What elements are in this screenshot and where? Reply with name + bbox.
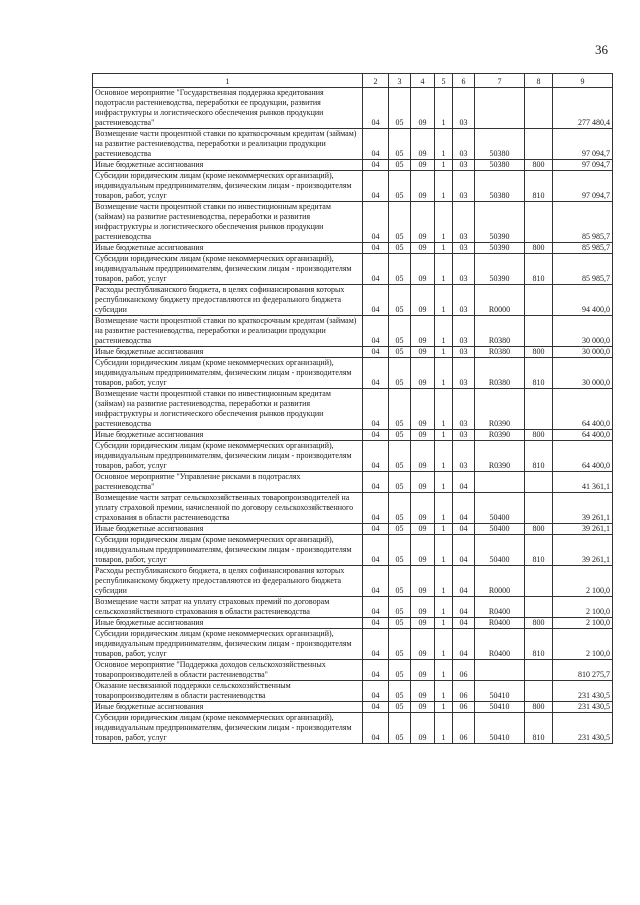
row-name: Субсидии юридическим лицам (кроме некоммерческих организаций), индивидуальным предпринимателям, физическим лицам - производителям товаров, работ, услуг xyxy=(93,171,363,202)
amount: 94 400,0 xyxy=(553,285,613,316)
code-subsection: 09 xyxy=(411,681,435,702)
table-row xyxy=(93,243,613,254)
row-name: Основное мероприятие "Управление рисками в подотраслях растениеводства" xyxy=(93,472,363,493)
code-subsection: 09 xyxy=(411,316,435,347)
code-section: 05 xyxy=(389,713,411,744)
row-name: Расходы республиканского бюджета, в целях софинансирования которых республиканскому бюджету предоставляются из федерального бюджета субсидии xyxy=(93,285,363,316)
code-event: 04 xyxy=(453,535,475,566)
code-program: 1 xyxy=(435,285,453,316)
table-row xyxy=(93,347,613,358)
code-ministry: 04 xyxy=(363,160,389,171)
code-event: 03 xyxy=(453,389,475,430)
table-row xyxy=(93,88,613,129)
row-name: Субсидии юридическим лицам (кроме некоммерческих организаций), индивидуальным предпринимателям, физическим лицам - производителям товаров, работ, услуг xyxy=(93,441,363,472)
code-event: 03 xyxy=(453,202,475,243)
code-subsection: 09 xyxy=(411,618,435,629)
code-section: 05 xyxy=(389,202,411,243)
code-section: 05 xyxy=(389,171,411,202)
code-program: 1 xyxy=(435,347,453,358)
code-section: 05 xyxy=(389,316,411,347)
code-program: 1 xyxy=(435,472,453,493)
code-target xyxy=(475,472,525,493)
code-program: 1 xyxy=(435,681,453,702)
code-ministry: 04 xyxy=(363,660,389,681)
table-row xyxy=(93,285,613,316)
code-expense-type: 800 xyxy=(525,160,553,171)
code-target: R0390 xyxy=(475,389,525,430)
code-section: 05 xyxy=(389,358,411,389)
code-section: 05 xyxy=(389,285,411,316)
row-name: Иные бюджетные ассигнования xyxy=(93,160,363,171)
table-row xyxy=(93,472,613,493)
amount: 39 261,1 xyxy=(553,535,613,566)
code-target: R0400 xyxy=(475,597,525,618)
code-ministry: 04 xyxy=(363,316,389,347)
code-subsection: 09 xyxy=(411,524,435,535)
code-subsection: 09 xyxy=(411,629,435,660)
code-section: 05 xyxy=(389,347,411,358)
code-event: 04 xyxy=(453,566,475,597)
code-section: 05 xyxy=(389,389,411,430)
code-target: 50390 xyxy=(475,202,525,243)
row-name: Возмещение части процентной ставки по инвестиционным кредитам (займам) на развитие растениеводства, переработки и развития инфраструктуры и логистического обеспечения рынков продукции растениеводства xyxy=(93,202,363,243)
code-expense-type xyxy=(525,597,553,618)
header-cell: 4 xyxy=(411,74,435,88)
code-event: 03 xyxy=(453,88,475,129)
code-program: 1 xyxy=(435,202,453,243)
code-program: 1 xyxy=(435,524,453,535)
header-cell: 3 xyxy=(389,74,411,88)
code-expense-type xyxy=(525,285,553,316)
code-subsection: 09 xyxy=(411,254,435,285)
code-target: 50380 xyxy=(475,160,525,171)
code-section: 05 xyxy=(389,430,411,441)
table-row xyxy=(93,535,613,566)
code-event: 04 xyxy=(453,629,475,660)
header-cell: 7 xyxy=(475,74,525,88)
code-target: R0400 xyxy=(475,618,525,629)
header-cell: 2 xyxy=(363,74,389,88)
code-program: 1 xyxy=(435,160,453,171)
row-name: Иные бюджетные ассигнования xyxy=(93,243,363,254)
code-subsection: 09 xyxy=(411,129,435,160)
code-event: 06 xyxy=(453,713,475,744)
amount: 85 985,7 xyxy=(553,202,613,243)
code-program: 1 xyxy=(435,129,453,160)
code-program: 1 xyxy=(435,358,453,389)
header-cell: 1 xyxy=(93,74,363,88)
code-section: 05 xyxy=(389,88,411,129)
header-row xyxy=(93,74,613,88)
row-name: Иные бюджетные ассигнования xyxy=(93,702,363,713)
code-subsection: 09 xyxy=(411,441,435,472)
code-program: 1 xyxy=(435,430,453,441)
code-program: 1 xyxy=(435,493,453,524)
code-program: 1 xyxy=(435,702,453,713)
table-row xyxy=(93,597,613,618)
code-program: 1 xyxy=(435,535,453,566)
amount: 97 094,7 xyxy=(553,129,613,160)
code-program: 1 xyxy=(435,618,453,629)
code-subsection: 09 xyxy=(411,472,435,493)
amount: 2 100,0 xyxy=(553,629,613,660)
code-expense-type: 810 xyxy=(525,535,553,566)
amount: 30 000,0 xyxy=(553,358,613,389)
code-ministry: 04 xyxy=(363,202,389,243)
code-program: 1 xyxy=(435,441,453,472)
amount: 64 400,0 xyxy=(553,441,613,472)
amount: 30 000,0 xyxy=(553,347,613,358)
page-number: 36 xyxy=(595,42,608,57)
code-subsection: 09 xyxy=(411,702,435,713)
code-program: 1 xyxy=(435,660,453,681)
table-row xyxy=(93,702,613,713)
code-section: 05 xyxy=(389,524,411,535)
code-subsection: 09 xyxy=(411,171,435,202)
code-target: R0400 xyxy=(475,629,525,660)
code-subsection: 09 xyxy=(411,160,435,171)
code-ministry: 04 xyxy=(363,713,389,744)
code-expense-type xyxy=(525,493,553,524)
code-event: 03 xyxy=(453,243,475,254)
code-subsection: 09 xyxy=(411,358,435,389)
table-row xyxy=(93,524,613,535)
code-expense-type xyxy=(525,88,553,129)
table-row xyxy=(93,681,613,702)
amount: 41 361,1 xyxy=(553,472,613,493)
row-name: Иные бюджетные ассигнования xyxy=(93,347,363,358)
header-cell: 9 xyxy=(553,74,613,88)
code-target: 50380 xyxy=(475,171,525,202)
code-expense-type: 810 xyxy=(525,441,553,472)
header-cell: 6 xyxy=(453,74,475,88)
code-expense-type: 810 xyxy=(525,713,553,744)
code-target xyxy=(475,660,525,681)
code-subsection: 09 xyxy=(411,347,435,358)
row-name: Субсидии юридическим лицам (кроме некоммерческих организаций), индивидуальным предпринимателям, физическим лицам - производителям товаров, работ, услуг xyxy=(93,713,363,744)
code-section: 05 xyxy=(389,243,411,254)
code-subsection: 09 xyxy=(411,389,435,430)
code-subsection: 09 xyxy=(411,713,435,744)
code-target: R0380 xyxy=(475,316,525,347)
code-event: 03 xyxy=(453,441,475,472)
code-section: 05 xyxy=(389,597,411,618)
code-subsection: 09 xyxy=(411,202,435,243)
code-event: 03 xyxy=(453,285,475,316)
code-expense-type xyxy=(525,660,553,681)
code-expense-type xyxy=(525,389,553,430)
code-ministry: 04 xyxy=(363,88,389,129)
amount: 810 275,7 xyxy=(553,660,613,681)
code-event: 04 xyxy=(453,524,475,535)
row-name: Возмещение части процентной ставки по краткосрочным кредитам (займам) на развитие растениеводства, переработки и реализации продукции растениеводства xyxy=(93,129,363,160)
code-program: 1 xyxy=(435,713,453,744)
code-section: 05 xyxy=(389,160,411,171)
table-row xyxy=(93,389,613,430)
code-program: 1 xyxy=(435,597,453,618)
code-section: 05 xyxy=(389,254,411,285)
code-event: 04 xyxy=(453,493,475,524)
code-event: 06 xyxy=(453,681,475,702)
code-expense-type xyxy=(525,681,553,702)
code-event: 06 xyxy=(453,660,475,681)
code-subsection: 09 xyxy=(411,660,435,681)
code-ministry: 04 xyxy=(363,358,389,389)
code-event: 03 xyxy=(453,347,475,358)
code-target: R0000 xyxy=(475,566,525,597)
amount: 39 261,1 xyxy=(553,524,613,535)
code-subsection: 09 xyxy=(411,566,435,597)
code-section: 05 xyxy=(389,472,411,493)
code-target: 50390 xyxy=(475,243,525,254)
code-event: 04 xyxy=(453,618,475,629)
code-ministry: 04 xyxy=(363,493,389,524)
code-expense-type xyxy=(525,566,553,597)
code-ministry: 04 xyxy=(363,597,389,618)
code-ministry: 04 xyxy=(363,629,389,660)
code-program: 1 xyxy=(435,243,453,254)
table-row xyxy=(93,713,613,744)
code-section: 05 xyxy=(389,618,411,629)
row-name: Субсидии юридическим лицам (кроме некоммерческих организаций), индивидуальным предпринимателям, физическим лицам - производителям товаров, работ, услуг xyxy=(93,358,363,389)
code-ministry: 04 xyxy=(363,254,389,285)
code-target: R0380 xyxy=(475,358,525,389)
row-name: Иные бюджетные ассигнования xyxy=(93,618,363,629)
table-row xyxy=(93,358,613,389)
code-section: 05 xyxy=(389,493,411,524)
code-target xyxy=(475,88,525,129)
row-name: Субсидии юридическим лицам (кроме некоммерческих организаций), индивидуальным предпринимателям, физическим лицам - производителям товаров, работ, услуг xyxy=(93,254,363,285)
code-target: 50400 xyxy=(475,524,525,535)
code-event: 03 xyxy=(453,430,475,441)
code-ministry: 04 xyxy=(363,535,389,566)
amount: 231 430,5 xyxy=(553,713,613,744)
code-ministry: 04 xyxy=(363,243,389,254)
amount: 39 261,1 xyxy=(553,493,613,524)
amount: 2 100,0 xyxy=(553,597,613,618)
code-ministry: 04 xyxy=(363,681,389,702)
code-target: 50410 xyxy=(475,713,525,744)
code-program: 1 xyxy=(435,629,453,660)
row-name: Возмещение части процентной ставки по инвестиционным кредитам (займам) на развитие растениеводства, переработки и развития инфраструктуры и логистического обеспечения рынков продукции растениеводства xyxy=(93,389,363,430)
code-subsection: 09 xyxy=(411,243,435,254)
code-event: 03 xyxy=(453,316,475,347)
amount: 277 480,4 xyxy=(553,88,613,129)
code-target: R0380 xyxy=(475,347,525,358)
code-event: 03 xyxy=(453,171,475,202)
code-event: 03 xyxy=(453,129,475,160)
code-event: 03 xyxy=(453,160,475,171)
table-row xyxy=(93,202,613,243)
code-target: R0390 xyxy=(475,430,525,441)
table-row xyxy=(93,629,613,660)
row-name: Расходы республиканского бюджета, в целях софинансирования которых республиканскому бюджету предоставляются из федерального бюджета субсидии xyxy=(93,566,363,597)
table-row xyxy=(93,254,613,285)
table-row xyxy=(93,618,613,629)
code-expense-type: 800 xyxy=(525,524,553,535)
table-row xyxy=(93,171,613,202)
row-name: Субсидии юридическим лицам (кроме некоммерческих организаций), индивидуальным предпринимателям, физическим лицам - производителям товаров, работ, услуг xyxy=(93,535,363,566)
code-ministry: 04 xyxy=(363,472,389,493)
amount: 97 094,7 xyxy=(553,171,613,202)
table-row xyxy=(93,660,613,681)
code-program: 1 xyxy=(435,316,453,347)
code-section: 05 xyxy=(389,129,411,160)
header-cell: 5 xyxy=(435,74,453,88)
code-subsection: 09 xyxy=(411,493,435,524)
code-event: 04 xyxy=(453,472,475,493)
code-ministry: 04 xyxy=(363,430,389,441)
code-ministry: 04 xyxy=(363,441,389,472)
code-ministry: 04 xyxy=(363,129,389,160)
code-expense-type: 800 xyxy=(525,430,553,441)
code-target: 50390 xyxy=(475,254,525,285)
code-expense-type xyxy=(525,129,553,160)
amount: 64 400,0 xyxy=(553,389,613,430)
row-name: Основное мероприятие "Поддержка доходов сельскохозяйственных товаропроизводителей в области растениеводства" xyxy=(93,660,363,681)
amount: 30 000,0 xyxy=(553,316,613,347)
header-cell: 8 xyxy=(525,74,553,88)
code-expense-type xyxy=(525,202,553,243)
amount: 85 985,7 xyxy=(553,254,613,285)
row-name: Субсидии юридическим лицам (кроме некоммерческих организаций), индивидуальным предпринимателям, физическим лицам - производителям товаров, работ, услуг xyxy=(93,629,363,660)
code-expense-type: 810 xyxy=(525,358,553,389)
table-row xyxy=(93,316,613,347)
code-event: 03 xyxy=(453,358,475,389)
row-name: Основное мероприятие "Государственная поддержка кредитования подотрасли растениеводства, переработки ее продукции, развития инфраструктуры и логистического обеспечения рынков продукции растениеводства" xyxy=(93,88,363,129)
code-section: 05 xyxy=(389,629,411,660)
code-section: 05 xyxy=(389,702,411,713)
code-program: 1 xyxy=(435,566,453,597)
code-target: 50400 xyxy=(475,535,525,566)
code-ministry: 04 xyxy=(363,702,389,713)
amount: 97 094,7 xyxy=(553,160,613,171)
code-program: 1 xyxy=(435,88,453,129)
amount: 85 985,7 xyxy=(553,243,613,254)
row-name: Иные бюджетные ассигнования xyxy=(93,430,363,441)
code-section: 05 xyxy=(389,535,411,566)
row-name: Возмещение части затрат на уплату страховых премий по договорам сельскохозяйственного страхования в области растениеводства xyxy=(93,597,363,618)
code-expense-type: 800 xyxy=(525,618,553,629)
code-expense-type xyxy=(525,472,553,493)
code-ministry: 04 xyxy=(363,524,389,535)
amount: 231 430,5 xyxy=(553,681,613,702)
code-section: 05 xyxy=(389,566,411,597)
code-ministry: 04 xyxy=(363,285,389,316)
amount: 2 100,0 xyxy=(553,566,613,597)
table-row xyxy=(93,129,613,160)
table-row xyxy=(93,430,613,441)
code-ministry: 04 xyxy=(363,347,389,358)
code-target: 50410 xyxy=(475,681,525,702)
code-section: 05 xyxy=(389,660,411,681)
code-target: R0000 xyxy=(475,285,525,316)
code-expense-type: 800 xyxy=(525,243,553,254)
amount: 2 100,0 xyxy=(553,618,613,629)
code-expense-type: 800 xyxy=(525,347,553,358)
code-expense-type xyxy=(525,316,553,347)
row-name: Иные бюджетные ассигнования xyxy=(93,524,363,535)
code-ministry: 04 xyxy=(363,389,389,430)
code-program: 1 xyxy=(435,254,453,285)
code-expense-type: 810 xyxy=(525,171,553,202)
row-name: Возмещение части процентной ставки по краткосрочным кредитам (займам) на развитие растениеводства, переработки и реализации продукции растениеводства xyxy=(93,316,363,347)
code-section: 05 xyxy=(389,441,411,472)
code-expense-type: 800 xyxy=(525,702,553,713)
row-name: Оказание несвязанной поддержки сельскохозяйственным товаропроизводителям в области растениеводства xyxy=(93,681,363,702)
table-row xyxy=(93,160,613,171)
table-row xyxy=(93,441,613,472)
code-subsection: 09 xyxy=(411,535,435,566)
code-program: 1 xyxy=(435,171,453,202)
code-expense-type: 810 xyxy=(525,254,553,285)
code-subsection: 09 xyxy=(411,285,435,316)
code-target: R0390 xyxy=(475,441,525,472)
amount: 64 400,0 xyxy=(553,430,613,441)
code-program: 1 xyxy=(435,389,453,430)
code-target: 50400 xyxy=(475,493,525,524)
code-target: 50380 xyxy=(475,129,525,160)
code-event: 06 xyxy=(453,702,475,713)
code-event: 03 xyxy=(453,254,475,285)
code-ministry: 04 xyxy=(363,566,389,597)
row-name: Возмещение части затрат сельскохозяйственных товаропроизводителей на уплату страховой премии, начисленной по договору сельскохозяйственного страхования в области растениеводства xyxy=(93,493,363,524)
code-expense-type: 810 xyxy=(525,629,553,660)
code-target: 50410 xyxy=(475,702,525,713)
code-event: 04 xyxy=(453,597,475,618)
code-subsection: 09 xyxy=(411,88,435,129)
code-section: 05 xyxy=(389,681,411,702)
code-ministry: 04 xyxy=(363,171,389,202)
table-row xyxy=(93,566,613,597)
code-subsection: 09 xyxy=(411,597,435,618)
table-row xyxy=(93,493,613,524)
amount: 231 430,5 xyxy=(553,702,613,713)
budget-table xyxy=(92,73,613,744)
code-ministry: 04 xyxy=(363,618,389,629)
code-subsection: 09 xyxy=(411,430,435,441)
